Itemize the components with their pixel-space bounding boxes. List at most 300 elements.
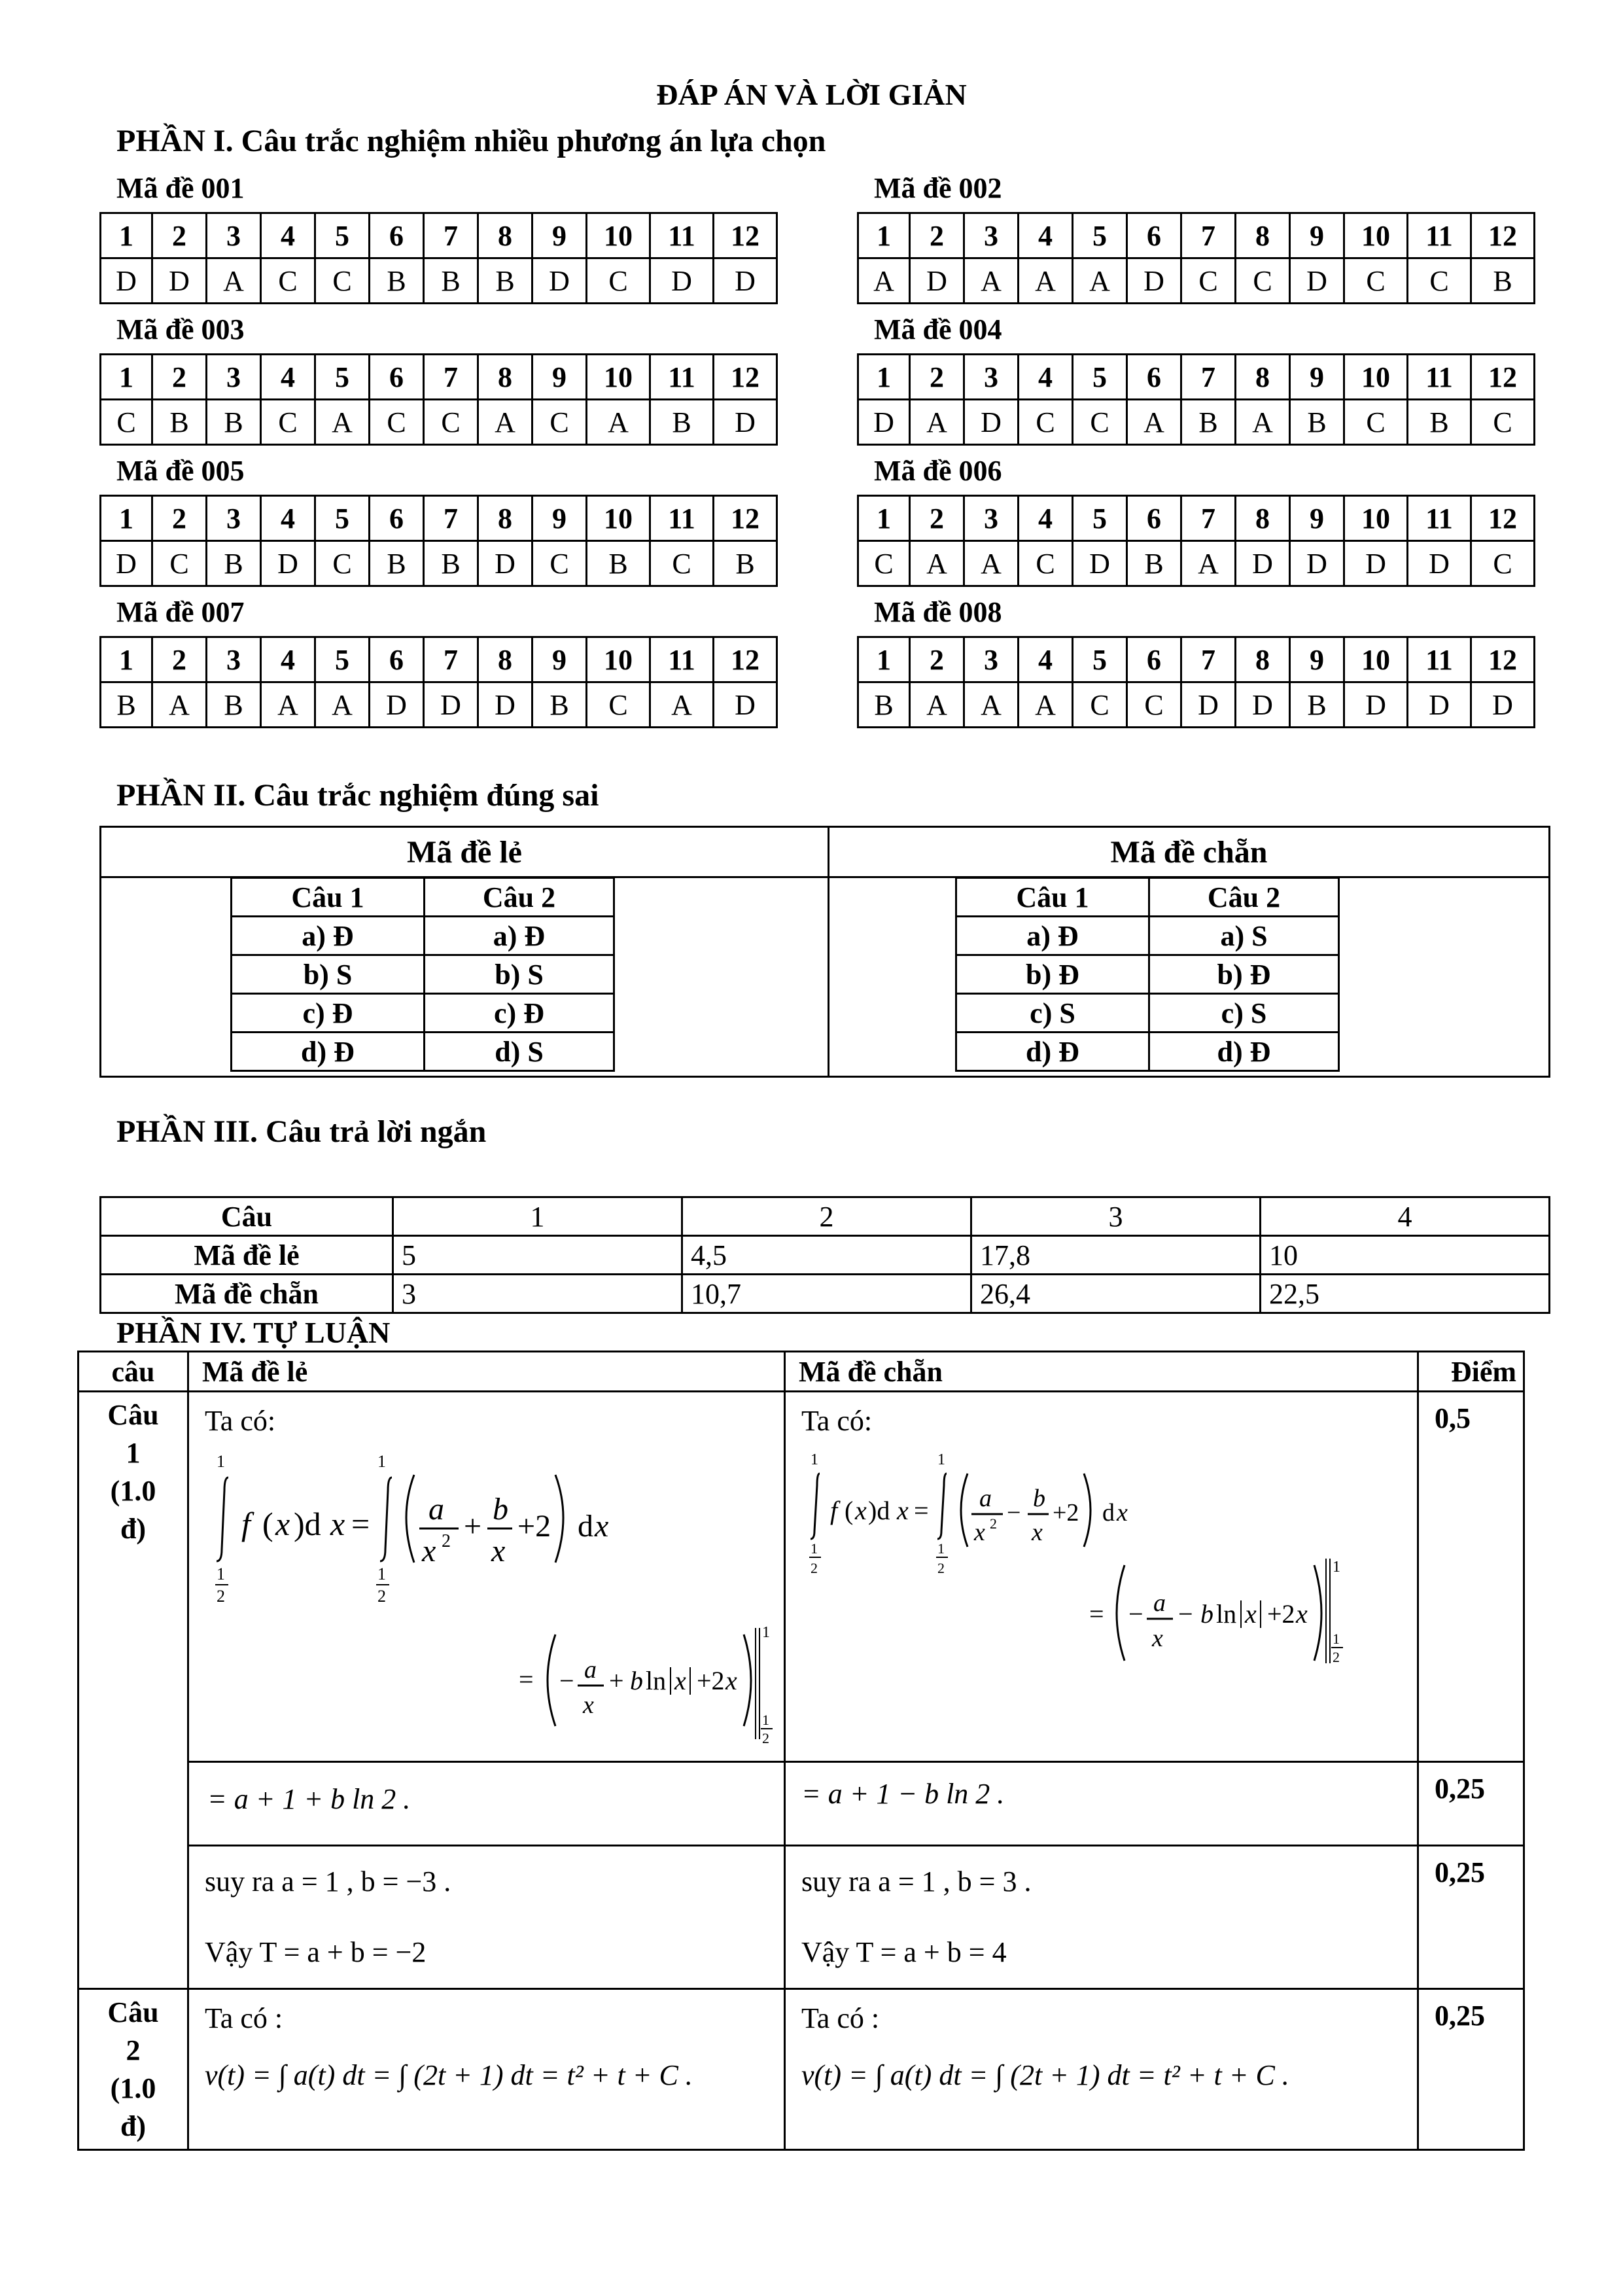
svg-text:=: = bbox=[351, 1506, 370, 1542]
svg-text:−: − bbox=[1128, 1599, 1143, 1629]
q1-even-vay: Vậy T = a + b = 4 bbox=[801, 1936, 1007, 1968]
question-number: 7 bbox=[1181, 213, 1236, 258]
question-number: 9 bbox=[1290, 496, 1344, 541]
answer-letter: D bbox=[101, 541, 152, 586]
svg-text:)d: )d bbox=[294, 1506, 321, 1542]
answer-letter: C bbox=[1127, 682, 1181, 728]
even-answer: d) Đ bbox=[956, 1033, 1149, 1071]
question-number: 10 bbox=[1344, 496, 1408, 541]
question-number: 4 bbox=[261, 637, 315, 682]
question-number: 4 bbox=[261, 355, 315, 400]
q2-points: 0,25 bbox=[1418, 1989, 1524, 2150]
q2-label-line: 2 bbox=[126, 2034, 141, 2066]
q2-label-line: (1.0 bbox=[110, 2072, 156, 2104]
part3-value: 22,5 bbox=[1261, 1275, 1550, 1313]
question-number: 4 bbox=[1019, 496, 1073, 541]
answer-letter: A bbox=[858, 258, 910, 304]
answer-letter: D bbox=[532, 258, 587, 304]
svg-text:b: b bbox=[630, 1666, 643, 1695]
question-number: 1 bbox=[858, 496, 910, 541]
part3-value: 4,5 bbox=[682, 1236, 971, 1275]
question-number: 11 bbox=[650, 496, 714, 541]
question-number: 6 bbox=[370, 496, 424, 541]
even-answer: a) S bbox=[1149, 917, 1339, 955]
question-number: 10 bbox=[587, 496, 650, 541]
q1-even-conclusion bbox=[785, 1846, 1418, 1989]
svg-text:1: 1 bbox=[811, 1451, 818, 1468]
svg-text:2: 2 bbox=[442, 1531, 451, 1551]
even-col2-header: Câu 2 bbox=[1149, 878, 1339, 917]
answer-letter: A bbox=[207, 258, 261, 304]
svg-text:f: f bbox=[241, 1506, 251, 1542]
answer-letter: D bbox=[1236, 682, 1290, 728]
answer-letter: D bbox=[1471, 682, 1535, 728]
answer-letter: B bbox=[370, 258, 424, 304]
question-number: 3 bbox=[964, 637, 1019, 682]
answer-letter: B bbox=[1290, 682, 1344, 728]
part3-col-header: 4 bbox=[1261, 1197, 1550, 1236]
answer-letter: B bbox=[101, 682, 152, 728]
question-number: 1 bbox=[101, 637, 152, 682]
q1-odd-integral-formula bbox=[202, 1451, 778, 1752]
question-number: 7 bbox=[424, 213, 478, 258]
exam-code-label: Mã đề 004 bbox=[874, 313, 1002, 345]
answer-letter: B bbox=[207, 400, 261, 445]
q1-even-integral-cell bbox=[785, 1392, 1418, 1762]
q2-odd-formula: v(t) = ∫ a(t) dt = ∫ (2t + 1) dt = t² + t + C . bbox=[205, 2059, 693, 2091]
question-number: 2 bbox=[910, 496, 964, 541]
question-number: 5 bbox=[1073, 637, 1127, 682]
question-number: 12 bbox=[1471, 637, 1535, 682]
part4-table bbox=[77, 1351, 1525, 2151]
answer-letter: C bbox=[152, 541, 207, 586]
question-number: 7 bbox=[424, 355, 478, 400]
answer-letter: D bbox=[101, 258, 152, 304]
answer-letter: C bbox=[1471, 541, 1535, 586]
answer-letter: D bbox=[370, 682, 424, 728]
svg-text:x: x bbox=[674, 1666, 686, 1695]
question-number: 3 bbox=[207, 637, 261, 682]
q2-odd-ta-co: Ta có : bbox=[205, 2002, 283, 2034]
q1-odd-integral-cell bbox=[188, 1392, 785, 1762]
answer-letter: B bbox=[650, 400, 714, 445]
odd-answer: a) Đ bbox=[425, 917, 614, 955]
question-number: 10 bbox=[1344, 213, 1408, 258]
svg-text:x: x bbox=[491, 1534, 506, 1568]
part3-value: 10 bbox=[1261, 1236, 1550, 1275]
question-number: 6 bbox=[1127, 496, 1181, 541]
exam-code-label: Mã đề 007 bbox=[116, 596, 245, 628]
svg-text:f: f bbox=[830, 1496, 838, 1525]
exam-code-label: Mã đề 001 bbox=[116, 172, 245, 204]
answer-letter: B bbox=[207, 541, 261, 586]
question-number: 3 bbox=[964, 496, 1019, 541]
answer-letter: B bbox=[532, 682, 587, 728]
svg-text:1: 1 bbox=[1333, 1631, 1340, 1647]
answer-letter: D bbox=[858, 400, 910, 445]
question-number: 6 bbox=[370, 637, 424, 682]
question-number: 11 bbox=[1408, 637, 1471, 682]
answer-letter: A bbox=[964, 682, 1019, 728]
part2-odd-grid bbox=[230, 877, 615, 1072]
question-number: 4 bbox=[1019, 213, 1073, 258]
question-number: 6 bbox=[1127, 637, 1181, 682]
even-answer: c) S bbox=[956, 994, 1149, 1033]
svg-text:1: 1 bbox=[762, 1712, 769, 1728]
svg-text:+: + bbox=[464, 1509, 482, 1544]
part3-row-label: Mã đề lẻ bbox=[101, 1236, 393, 1275]
answer-letter: D bbox=[1181, 682, 1236, 728]
svg-text:1: 1 bbox=[937, 1540, 945, 1557]
exam-code-label: Mã đề 008 bbox=[874, 596, 1002, 628]
question-number: 6 bbox=[1127, 213, 1181, 258]
question-number: 1 bbox=[101, 496, 152, 541]
answer-grid bbox=[857, 212, 1535, 304]
question-number: 8 bbox=[478, 213, 532, 258]
answer-letter: A bbox=[910, 541, 964, 586]
answer-letter: A bbox=[261, 682, 315, 728]
question-number: 1 bbox=[858, 213, 910, 258]
question-number: 7 bbox=[1181, 637, 1236, 682]
answer-letter: C bbox=[315, 541, 370, 586]
question-number: 10 bbox=[1344, 355, 1408, 400]
question-number: 9 bbox=[532, 637, 587, 682]
q1-odd-conclusion bbox=[188, 1846, 785, 1989]
part3-col-header: 3 bbox=[971, 1197, 1261, 1236]
part1-heading: PHẦN I. Câu trắc nghiệm nhiều phương án lựa chọn bbox=[116, 124, 826, 158]
svg-text:1: 1 bbox=[217, 1564, 225, 1583]
exam-code-label: Mã đề 005 bbox=[116, 455, 245, 487]
question-number: 5 bbox=[315, 496, 370, 541]
even-answer: b) Đ bbox=[1149, 955, 1339, 994]
answer-grid bbox=[99, 495, 778, 587]
question-number: 11 bbox=[1408, 213, 1471, 258]
question-number: 7 bbox=[1181, 355, 1236, 400]
question-number: 11 bbox=[650, 637, 714, 682]
q1-odd-ta-co: Ta có: bbox=[205, 1405, 276, 1437]
svg-text:x: x bbox=[422, 1534, 436, 1568]
svg-text:2: 2 bbox=[990, 1515, 997, 1532]
svg-text:2: 2 bbox=[811, 1560, 818, 1576]
question-number: 1 bbox=[101, 213, 152, 258]
answer-letter: D bbox=[1290, 541, 1344, 586]
answer-letter: D bbox=[714, 400, 777, 445]
svg-text:1: 1 bbox=[377, 1452, 386, 1471]
svg-text:(: ( bbox=[845, 1496, 854, 1525]
even-answer: d) Đ bbox=[1149, 1033, 1339, 1071]
answer-letter: A bbox=[964, 258, 1019, 304]
answer-letter: B bbox=[152, 400, 207, 445]
question-number: 2 bbox=[152, 355, 207, 400]
answer-letter: A bbox=[650, 682, 714, 728]
part3-table bbox=[99, 1196, 1550, 1314]
svg-text:d: d bbox=[578, 1509, 593, 1544]
svg-text:−: − bbox=[1007, 1499, 1021, 1527]
q1-even-suy-ra: suy ra a = 1 , b = 3 . bbox=[801, 1865, 1032, 1898]
question-number: 2 bbox=[152, 213, 207, 258]
answer-letter: A bbox=[152, 682, 207, 728]
answer-letter: D bbox=[714, 682, 777, 728]
part3-row-label: Mã đề chẵn bbox=[101, 1275, 393, 1313]
question-number: 10 bbox=[1344, 637, 1408, 682]
svg-text:a: a bbox=[979, 1485, 992, 1512]
q1-label bbox=[79, 1392, 188, 1989]
answer-letter: B bbox=[424, 258, 478, 304]
q1-points: 0,5 bbox=[1418, 1392, 1524, 1762]
question-number: 9 bbox=[532, 213, 587, 258]
answer-letter: C bbox=[101, 400, 152, 445]
question-number: 4 bbox=[1019, 355, 1073, 400]
question-number: 7 bbox=[1181, 496, 1236, 541]
odd-col2-header: Câu 2 bbox=[425, 878, 614, 917]
answer-letter: A bbox=[587, 400, 650, 445]
svg-text:2: 2 bbox=[937, 1560, 945, 1576]
svg-text:+2: +2 bbox=[697, 1666, 725, 1695]
answer-letter: D bbox=[1344, 541, 1408, 586]
answer-letter: D bbox=[714, 258, 777, 304]
part3-col-header: 2 bbox=[682, 1197, 971, 1236]
svg-text:x: x bbox=[725, 1666, 737, 1695]
part3-col-header: 1 bbox=[393, 1197, 682, 1236]
question-number: 12 bbox=[714, 637, 777, 682]
part4-q-header: câu bbox=[79, 1352, 188, 1392]
svg-text:(: ( bbox=[262, 1506, 273, 1542]
svg-text:b: b bbox=[1200, 1599, 1213, 1629]
part2-even-header: Mã đề chẵn bbox=[829, 827, 1550, 877]
answer-letter: A bbox=[910, 682, 964, 728]
question-number: 12 bbox=[1471, 496, 1535, 541]
question-number: 12 bbox=[1471, 355, 1535, 400]
svg-text:x: x bbox=[1117, 1499, 1128, 1527]
q2-even-formula: v(t) = ∫ a(t) dt = ∫ (2t + 1) dt = t² + t + C . bbox=[801, 2059, 1289, 2091]
part4-heading: PHẦN IV. TỰ LUẬN bbox=[116, 1316, 391, 1349]
question-number: 4 bbox=[1019, 637, 1073, 682]
answer-letter: B bbox=[478, 258, 532, 304]
answer-letter: A bbox=[910, 400, 964, 445]
part4-points-header: Điểm bbox=[1418, 1352, 1524, 1392]
q2-odd-cell bbox=[188, 1989, 785, 2150]
svg-text:b: b bbox=[493, 1492, 508, 1527]
question-number: 12 bbox=[1471, 213, 1535, 258]
question-number: 8 bbox=[478, 496, 532, 541]
answer-letter: D bbox=[478, 541, 532, 586]
svg-text:2: 2 bbox=[217, 1587, 225, 1606]
odd-answer: b) S bbox=[425, 955, 614, 994]
answer-letter: C bbox=[532, 541, 587, 586]
svg-text:x: x bbox=[897, 1496, 909, 1525]
question-number: 9 bbox=[1290, 637, 1344, 682]
svg-text:a: a bbox=[584, 1656, 597, 1684]
answer-letter: C bbox=[1181, 258, 1236, 304]
svg-text:a: a bbox=[1153, 1589, 1166, 1617]
question-number: 3 bbox=[964, 213, 1019, 258]
question-number: 11 bbox=[650, 355, 714, 400]
part2-odd-header: Mã đề lẻ bbox=[101, 827, 829, 877]
answer-letter: D bbox=[650, 258, 714, 304]
answer-letter: A bbox=[1181, 541, 1236, 586]
answer-letter: D bbox=[424, 682, 478, 728]
part3-value: 26,4 bbox=[971, 1275, 1261, 1313]
question-number: 5 bbox=[315, 355, 370, 400]
answer-letter: C bbox=[858, 541, 910, 586]
question-number: 10 bbox=[587, 637, 650, 682]
svg-text:2: 2 bbox=[377, 1587, 386, 1606]
answer-letter: C bbox=[261, 258, 315, 304]
question-number: 8 bbox=[478, 637, 532, 682]
answer-letter: A bbox=[315, 400, 370, 445]
answer-letter: B bbox=[858, 682, 910, 728]
odd-answer: c) Đ bbox=[232, 994, 425, 1033]
odd-answer: b) S bbox=[232, 955, 425, 994]
question-number: 2 bbox=[152, 637, 207, 682]
svg-text:1: 1 bbox=[762, 1624, 770, 1641]
q1-even-ta-co: Ta có: bbox=[801, 1405, 873, 1437]
answer-letter: C bbox=[587, 258, 650, 304]
answer-letter: B bbox=[1181, 400, 1236, 445]
q1-odd-step2: = a + 1 + b ln 2 . bbox=[188, 1762, 785, 1846]
svg-text:a: a bbox=[428, 1492, 444, 1527]
answer-letter: D bbox=[1127, 258, 1181, 304]
even-answer: c) S bbox=[1149, 994, 1339, 1033]
q2-label-line: Câu bbox=[107, 1996, 159, 2028]
svg-text:x: x bbox=[583, 1691, 594, 1719]
question-number: 3 bbox=[207, 496, 261, 541]
svg-text:1: 1 bbox=[811, 1540, 818, 1557]
svg-text:b: b bbox=[1033, 1485, 1045, 1512]
odd-answer: a) Đ bbox=[232, 917, 425, 955]
answer-letter: B bbox=[370, 541, 424, 586]
svg-text:ln: ln bbox=[646, 1666, 667, 1695]
question-number: 2 bbox=[152, 496, 207, 541]
part2-heading: PHẦN II. Câu trắc nghiệm đúng sai bbox=[116, 778, 599, 813]
svg-text:2: 2 bbox=[762, 1730, 769, 1746]
q1-label-line: (1.0 bbox=[110, 1475, 156, 1507]
answer-letter: C bbox=[261, 400, 315, 445]
answer-letter: A bbox=[964, 541, 1019, 586]
question-number: 5 bbox=[1073, 355, 1127, 400]
answer-letter: C bbox=[315, 258, 370, 304]
svg-text:x: x bbox=[974, 1519, 985, 1546]
svg-text:)d: )d bbox=[868, 1496, 890, 1525]
svg-text:−: − bbox=[559, 1666, 574, 1695]
answer-letter: C bbox=[1344, 258, 1408, 304]
even-answer: a) Đ bbox=[956, 917, 1149, 955]
answer-letter: D bbox=[1408, 682, 1471, 728]
svg-text:+2: +2 bbox=[517, 1509, 551, 1544]
answer-grid bbox=[99, 212, 778, 304]
answer-letter: C bbox=[650, 541, 714, 586]
answer-letter: B bbox=[207, 682, 261, 728]
question-number: 8 bbox=[1236, 355, 1290, 400]
answer-letter: C bbox=[1073, 400, 1127, 445]
question-number: 7 bbox=[424, 496, 478, 541]
question-number: 6 bbox=[1127, 355, 1181, 400]
odd-answer: d) S bbox=[425, 1033, 614, 1071]
answer-letter: D bbox=[261, 541, 315, 586]
answer-letter: B bbox=[1127, 541, 1181, 586]
answer-letter: C bbox=[1019, 541, 1073, 586]
svg-text:+2: +2 bbox=[1053, 1499, 1079, 1527]
even-col1-header: Câu 1 bbox=[956, 878, 1149, 917]
question-number: 3 bbox=[207, 213, 261, 258]
question-number: 6 bbox=[370, 213, 424, 258]
question-number: 3 bbox=[964, 355, 1019, 400]
question-number: 5 bbox=[1073, 496, 1127, 541]
answer-letter: D bbox=[152, 258, 207, 304]
part4-even-header: Mã đề chẵn bbox=[785, 1352, 1418, 1392]
question-number: 1 bbox=[858, 355, 910, 400]
q1-even-integral-formula bbox=[799, 1447, 1414, 1663]
question-number: 10 bbox=[587, 355, 650, 400]
q2-label bbox=[79, 1989, 188, 2150]
part2-even-grid bbox=[955, 877, 1340, 1072]
question-number: 9 bbox=[532, 496, 587, 541]
q2-even-cell bbox=[785, 1989, 1418, 2150]
svg-text:x: x bbox=[1032, 1519, 1043, 1546]
part3-heading: PHẦN III. Câu trả lời ngắn bbox=[116, 1114, 487, 1149]
answer-grid bbox=[857, 353, 1535, 446]
svg-text:−: − bbox=[1178, 1599, 1193, 1629]
answer-letter: C bbox=[587, 682, 650, 728]
answer-letter: D bbox=[1236, 541, 1290, 586]
answer-letter: B bbox=[587, 541, 650, 586]
answer-letter: D bbox=[910, 258, 964, 304]
question-number: 12 bbox=[714, 355, 777, 400]
question-number: 8 bbox=[1236, 637, 1290, 682]
question-number: 7 bbox=[424, 637, 478, 682]
question-number: 12 bbox=[714, 213, 777, 258]
svg-text:1: 1 bbox=[1333, 1559, 1340, 1576]
svg-text:ln: ln bbox=[1216, 1599, 1237, 1629]
answer-letter: B bbox=[1290, 400, 1344, 445]
odd-col1-header: Câu 1 bbox=[232, 878, 425, 917]
question-number: 5 bbox=[1073, 213, 1127, 258]
odd-answer: d) Đ bbox=[232, 1033, 425, 1071]
answer-grid bbox=[99, 636, 778, 728]
svg-text:=: = bbox=[519, 1665, 534, 1694]
svg-text:x: x bbox=[330, 1506, 345, 1542]
q1-label-line: đ) bbox=[120, 1513, 147, 1545]
answer-letter: D bbox=[1290, 258, 1344, 304]
answer-letter: B bbox=[1408, 400, 1471, 445]
exam-code-label: Mã đề 002 bbox=[874, 172, 1002, 204]
question-number: 2 bbox=[910, 355, 964, 400]
question-number: 9 bbox=[532, 355, 587, 400]
question-number: 8 bbox=[1236, 213, 1290, 258]
question-number: 5 bbox=[315, 637, 370, 682]
answer-letter: A bbox=[315, 682, 370, 728]
q2-even-ta-co: Ta có : bbox=[801, 2002, 880, 2034]
answer-letter: B bbox=[424, 541, 478, 586]
part3-value: 3 bbox=[393, 1275, 682, 1313]
question-number: 9 bbox=[1290, 355, 1344, 400]
exam-code-label: Mã đề 003 bbox=[116, 313, 245, 345]
question-number: 9 bbox=[1290, 213, 1344, 258]
svg-text:x: x bbox=[1152, 1625, 1163, 1652]
q1-odd-vay: Vậy T = a + b = −2 bbox=[205, 1936, 427, 1968]
svg-text:=: = bbox=[914, 1496, 929, 1525]
part4-odd-header: Mã đề lẻ bbox=[188, 1352, 785, 1392]
svg-text:1: 1 bbox=[377, 1564, 386, 1583]
answer-letter: A bbox=[1019, 682, 1073, 728]
svg-text:+2: +2 bbox=[1267, 1599, 1295, 1629]
svg-text:x: x bbox=[855, 1496, 867, 1525]
svg-text:2: 2 bbox=[1333, 1649, 1340, 1663]
question-number: 12 bbox=[714, 496, 777, 541]
svg-text:x: x bbox=[275, 1506, 290, 1542]
odd-answer: c) Đ bbox=[425, 994, 614, 1033]
part3-col-label: Câu bbox=[101, 1197, 393, 1236]
